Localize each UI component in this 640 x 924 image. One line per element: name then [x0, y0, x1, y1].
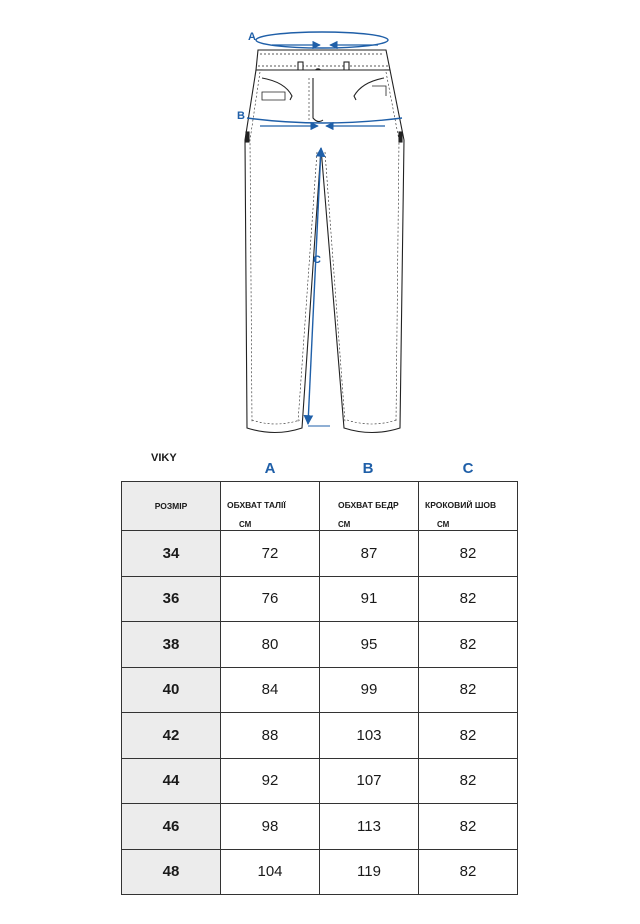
inseam-unit-label: СМ	[437, 520, 450, 529]
trousers-outline	[245, 50, 404, 433]
waist-cell: 84	[221, 667, 320, 713]
size-cell: 34	[122, 531, 221, 577]
hip-cell: 103	[320, 713, 419, 759]
waist-cell: 92	[221, 758, 320, 804]
hip-header-label: ОБХВАТ БЕДР	[338, 500, 399, 510]
inseam-cell: 82	[419, 667, 518, 713]
size-cell: 46	[122, 804, 221, 850]
waist-column-header	[221, 482, 320, 531]
table-header-row	[122, 482, 518, 531]
table-row	[122, 713, 518, 759]
inseam-cell: 82	[419, 713, 518, 759]
column-letter-c: C	[462, 460, 474, 477]
hip-cell: 91	[320, 576, 419, 622]
column-letter-a: A	[264, 460, 276, 477]
table-row	[122, 849, 518, 895]
waist-cell: 104	[221, 849, 320, 895]
inseam-column-header	[419, 482, 518, 531]
waist-cell: 80	[221, 622, 320, 668]
inseam-cell: 82	[419, 622, 518, 668]
inseam-cell: 82	[419, 576, 518, 622]
inseam-cell: 82	[419, 758, 518, 804]
size-column-header: РОЗМІР	[122, 482, 221, 531]
measure-label-c: C	[313, 254, 321, 266]
waist-header-label: ОБХВАТ ТАЛІЇ	[227, 500, 286, 510]
table-row	[122, 667, 518, 713]
waist-cell: 76	[221, 576, 320, 622]
inseam-cell: 82	[419, 804, 518, 850]
size-cell: 36	[122, 576, 221, 622]
column-letter-b: B	[362, 460, 374, 477]
inseam-cell: 82	[419, 531, 518, 577]
waist-cell: 72	[221, 531, 320, 577]
size-cell: 42	[122, 713, 221, 759]
table-row	[122, 576, 518, 622]
hip-cell: 113	[320, 804, 419, 850]
table-row	[122, 622, 518, 668]
inseam-header-label: КРОКОВИЙ ШОВ	[425, 500, 497, 510]
waist-cell: 98	[221, 804, 320, 850]
waist-measure-arrow	[256, 32, 388, 48]
size-chart-table	[121, 481, 518, 895]
inseam-cell: 82	[419, 849, 518, 895]
hip-cell: 99	[320, 667, 419, 713]
table-row	[122, 758, 518, 804]
hip-column-header	[320, 482, 419, 531]
hip-cell: 119	[320, 849, 419, 895]
size-cell: 38	[122, 622, 221, 668]
trousers-measurement-diagram	[0, 0, 640, 450]
hip-cell: 107	[320, 758, 419, 804]
waist-unit-label: СМ	[239, 520, 252, 529]
table-row	[122, 531, 518, 577]
waist-cell: 88	[221, 713, 320, 759]
hip-cell: 87	[320, 531, 419, 577]
measure-label-a: A	[248, 31, 256, 43]
table-row	[122, 804, 518, 850]
size-cell: 44	[122, 758, 221, 804]
measure-label-b: B	[237, 110, 245, 122]
size-cell: 40	[122, 667, 221, 713]
model-name: VIKY	[151, 452, 177, 464]
size-cell: 48	[122, 849, 221, 895]
hip-cell: 95	[320, 622, 419, 668]
hip-unit-label: СМ	[338, 520, 351, 529]
